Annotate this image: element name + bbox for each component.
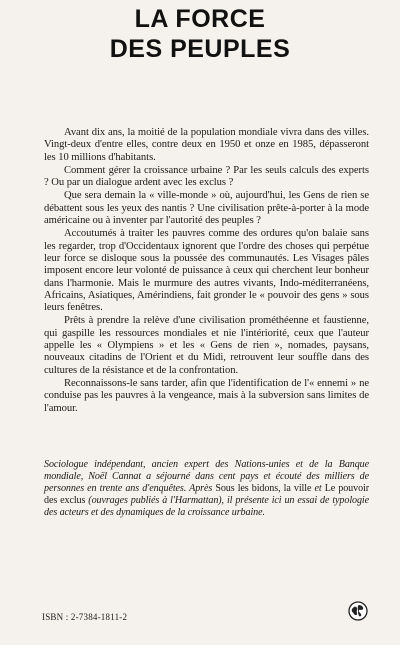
globe-icon: [348, 601, 368, 621]
blurb-paragraph: Reconnaissons-le sans tarder, afin que l'identification de l'« ennemi » ne conduise pas les pauvres à la vengeance, mais à la subversion sans limites de l'amour.: [44, 377, 369, 414]
bio-text-3: (ouvrages publiés à l'Harmattan), il présente ici un essai de typologie des acteurs et des dynamiques de la croissance urbaine.: [44, 495, 369, 519]
author-bio: [44, 459, 369, 519]
blurb-paragraph: Accoutumés à traiter les pauvres comme des ordures qu'on balaie sans les regarder, trop d'Occidentaux ignorent que l'ordre des choses qui perpétue leur force se disloque sous la poussée des communautés. Les Visages pâles imposent encore leur volonté de puissance à ceux qui cherchent leur bonheur dans l'harmonie. Mais le murmure des autres vivants, Indo-méditerranéens, Africains, Asiatiques, Amérindiens, fait gronder le « pouvoir des gens » sous leurs fenêtres.: [44, 228, 369, 314]
blurb: [44, 127, 369, 416]
blurb-paragraph: Que sera demain la « ville-monde » où, aujourd'hui, les Gens de rien se débattent sous les yeux des nantis ? Une civilisation prête-à-porter à la mode américaine ou à inventer par l'autorité des peuples ?: [44, 190, 369, 227]
blurb-paragraph: Prêts à prendre la relève d'une civilisation prométhéenne et faustienne, qui gaspille les ressources mondiales et nie l'intériorité, ceux que l'auteur appelle les « Olympiens » et les « Gens de rien », nomades, paysans, nouveaux citadins de l'Orient et du Midi, retrouvent leur souffle dans des cultures de la résistance et de la confrontation.: [44, 315, 369, 376]
blurb-paragraph: Comment gérer la croissance urbaine ? Par les seuls calculs des experts ? Ou par un dialogue ardent avec les exclus ?: [44, 164, 369, 189]
title-line-2: DES PEUPLES: [109, 35, 291, 63]
bio-text-1: Sociologue indépendant, ancien expert des Nations-unies et de la Banque mondiale, Noël Cannat a séjourné dans cent pays et écouté des milliers de personnes en trente ans d'enquêtes. Après: [44, 459, 369, 495]
book-title: [0, 4, 400, 64]
title-line-1: LA FORCE: [134, 5, 266, 33]
bio-text-2: et: [311, 483, 325, 495]
blurb-paragraph: Avant dix ans, la moitié de la population mondiale vivra dans des villes. Vingt-deux d'entre elles, contre deux en 1950 et onze en 1985, dépasseront les 10 millions d'habitants.: [44, 127, 369, 163]
bio-book-title-1: Sous les bidons, la ville: [215, 483, 312, 495]
author-bio-text: [44, 459, 369, 519]
isbn: ISBN : 2-7384-1811-2: [42, 612, 128, 622]
bio-book-title-2: Le pouvoir des exclus: [44, 483, 369, 507]
